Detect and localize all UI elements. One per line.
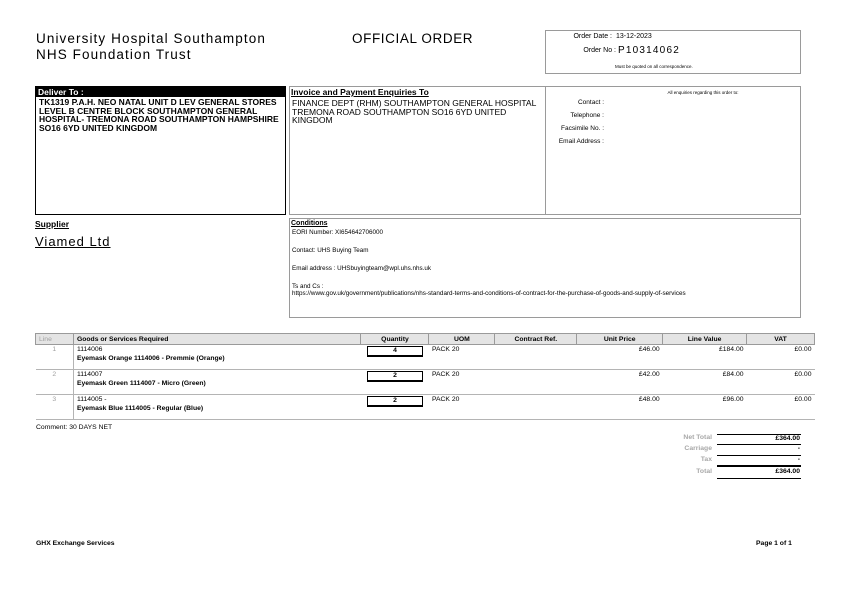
col-header-line-value: Line Value [663,334,747,345]
conditions-heading: Conditions [291,220,328,227]
order-date-label: Order Date : [573,33,612,40]
telephone-label: Telephone : [570,112,604,119]
row-unit-price: £46.00 [577,345,663,370]
row-item-code: 1114007 [76,371,103,378]
order-items-table [35,333,815,420]
row-quantity: 4 [367,346,423,357]
telephone-row [546,109,800,122]
total-label: Total [696,468,712,475]
row-line-number: 1 [36,345,74,370]
conditions-email: Email address : UHSbuyingteam@wpl.uhs.nhs.uk [292,265,432,272]
order-no-label: Order No : [583,47,616,54]
row-quantity: 2 [367,396,423,407]
col-header-vat: VAT [747,334,815,345]
footer-provider: GHX Exchange Services [36,540,115,547]
conditions-contact: Contact: UHS Buying Team [292,247,369,254]
row-line-value: £184.00 [663,345,747,370]
quote-note: Must be quoted on all correspondence. [615,64,693,69]
page-number: Page 1 of 1 [756,540,792,547]
supplier-heading: Supplier [35,219,70,229]
order-no-value: P10314062 [618,45,680,56]
contact-row [546,96,800,109]
row-item-description: Eyemask Orange 1114006 - Premmie (Orange) [76,355,225,362]
row-uom: PACK 20 [429,345,495,370]
contact-label: Contact : [577,99,604,106]
row-line-value: £96.00 [663,395,747,420]
order-comment: Comment: 30 DAYS NET [36,424,113,431]
row-vat: £0.00 [747,370,815,395]
carriage-value: - [717,445,801,456]
col-header-goods: Goods or Services Required [73,334,361,345]
col-header-quantity: Quantity [361,334,429,345]
row-quantity-cell [361,345,429,370]
col-header-uom: UOM [429,334,495,345]
row-quantity-cell [361,395,429,420]
carriage-label: Carriage [684,445,712,452]
facsimile-row [546,122,800,135]
enquiries-note: All enquiries regarding this order to: [667,90,739,95]
email-row [546,135,800,148]
conditions-box [289,218,801,318]
email-label: Email Address : [558,138,604,145]
facsimile-label: Facsimile No. : [561,125,604,132]
tax-label: Tax [700,456,712,463]
row-item-code: 1114006 [76,346,103,353]
row-item-description: Eyemask Blue 1114005 - Regular (Blue) [76,405,204,412]
row-unit-price: £42.00 [577,370,663,395]
net-total-value: £364.00 [717,434,801,445]
tcs-label: Ts and Cs : [292,283,324,290]
eori-number: EORI Number: XI654642706000 [292,229,384,236]
table-header-row [36,334,815,345]
trust-name-line1: University Hospital Southampton [36,31,266,46]
row-item-code: 1114005 - [76,396,107,403]
col-header-line: Line [36,334,74,345]
row-line-number: 2 [36,370,74,395]
supplier-name: Viamed Ltd [35,234,111,249]
deliver-to-address: TK1319 P.A.H. NEO NATAL UNIT D LEV GENERAL STORES LEVEL B CENTRE BLOCK SOUTHAMPTON GENERAL HOSPITAL- TREMONA ROAD SOUTHAMPTON HAMPSHIRE SO16 6YD UNITED KINGDOM [39,97,279,133]
row-vat: £0.00 [747,345,815,370]
table-row [36,370,815,395]
net-total-label: Net Total [683,434,712,441]
deliver-to-box [35,86,286,215]
invoice-address: FINANCE DEPT (RHM) SOUTHAMPTON GENERAL HOSPITAL TREMONA ROAD SOUTHAMPTON SO16 6YD UNITED KINGDOM [292,98,537,125]
col-header-contract: Contract Ref. [495,334,577,345]
row-uom: PACK 20 [429,370,495,395]
tax-value: - [717,456,801,467]
row-contract-ref [495,395,577,420]
tcs-url[interactable]: https://www.gov.uk/government/publications/nhs-standard-terms-and-conditions-of-contract-for-the-purchase-of-goods-and-supply-of-services [292,290,686,297]
row-quantity-cell [361,370,429,395]
row-quantity: 2 [367,371,423,382]
order-date-value: 13-12-2023 [616,33,652,40]
row-goods [73,370,361,395]
row-line-number: 3 [36,395,74,420]
invoice-box [289,86,546,215]
enquiries-box [546,86,801,215]
row-line-value: £84.00 [663,370,747,395]
row-vat: £0.00 [747,395,815,420]
invoice-heading: Invoice and Payment Enquiries To [291,87,429,97]
document-title: OFFICIAL ORDER [352,31,474,46]
row-contract-ref [495,370,577,395]
row-goods [73,395,361,420]
table-row [36,345,815,370]
table-row [36,395,815,420]
col-header-unit-price: Unit Price [577,334,663,345]
row-item-description: Eyemask Green 1114007 - Micro (Green) [76,380,206,387]
row-unit-price: £48.00 [577,395,663,420]
deliver-to-heading: Deliver To : [36,87,285,97]
trust-name-line2: NHS Foundation Trust [36,47,192,62]
total-value: £364.00 [717,468,801,479]
trust-name [36,31,266,63]
row-contract-ref [495,345,577,370]
row-uom: PACK 20 [429,395,495,420]
row-goods [73,345,361,370]
